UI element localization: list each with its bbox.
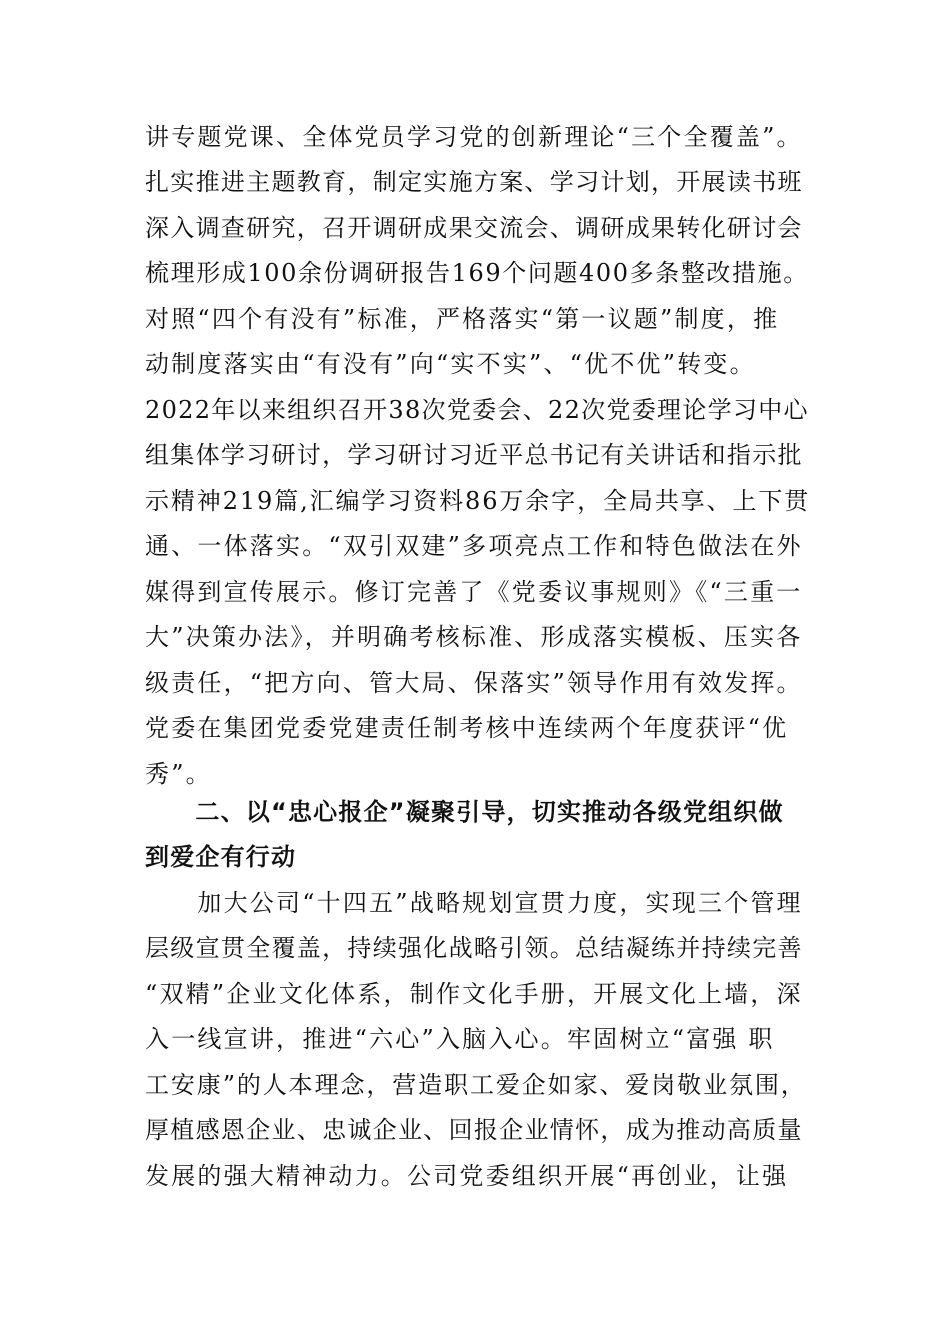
text-line: 2022年以来组织召开38次党委会、22次党委理论学习中心 — [145, 396, 809, 424]
text-line: 动制度落实由“有没有”向“实不实”、“优不优”转变。 — [145, 350, 756, 378]
text-line: 入一线宣讲，推进“六心”入脑入心。牢固树立“富强 职 — [145, 1025, 775, 1053]
text-line: 通、一体落实。“双引双建”多项亮点工作和特色做法在外 — [145, 532, 803, 560]
text-line: 大”决策办法》，并明确考核标准、形成落实模板、压实各 — [145, 623, 803, 651]
text-line: 层级宣贯全覆盖，持续强化战略引领。总结凝练并持续完善 — [145, 934, 803, 962]
text-line: 深入调查研究，召开调研成果交流会、调研成果转化研讨会 — [145, 214, 803, 242]
text-line: 工安康”的人本理念，营造职工爱企如家、爱岗敬业氛围， — [145, 1071, 807, 1099]
text-line: 扎实推进主题教育，制定实施方案、学习计划，开展读书班 — [145, 168, 803, 196]
text-line: 发展的强大精神动力。公司党委组织开展“再创业，让强 — [145, 1162, 789, 1190]
heading-line: 二、以“忠心报企”凝聚引导，切实推动各级党组织做 — [145, 798, 784, 826]
text-line: 梳理形成100余份调研报告169个问题400多条整改措施。 — [145, 259, 809, 287]
text-line: 加大公司“十四五”战略规划宣贯力度，实现三个管理 — [145, 889, 803, 917]
text-line: 讲专题党课、全体党员学习党的创新理论“三个全覆盖”。 — [145, 123, 803, 151]
text-line: 组集体学习研讨，学习研讨习近平总书记有关讲话和指示批 — [145, 441, 803, 469]
text-line: 厚植感恩企业、忠诚企业、回报企业情怀，成为推动高质量 — [145, 1116, 803, 1144]
text-line: 级责任，“把方向、管大局、保落实”领导作用有效发挥。 — [145, 669, 803, 697]
text-line: “双精”企业文化体系，制作文化手册，开展文化上墙，深 — [145, 980, 803, 1008]
text-line: 党委在集团党委党建责任制考核中连续两个年度获评“优 — [145, 714, 789, 742]
text-line: 媒得到宣传展示。修订完善了《党委议事规则》《“三重一 — [145, 578, 803, 606]
text-line: 秀”。 — [145, 760, 212, 788]
heading-line: 到爱企有行动 — [145, 843, 297, 871]
text-line: 对照“四个有没有”标准，严格落实“第一议题”制度，推 — [145, 305, 780, 333]
text-line: 示精神219篇,汇编学习资料86万余字，全局共享、上下贯 — [145, 487, 811, 515]
